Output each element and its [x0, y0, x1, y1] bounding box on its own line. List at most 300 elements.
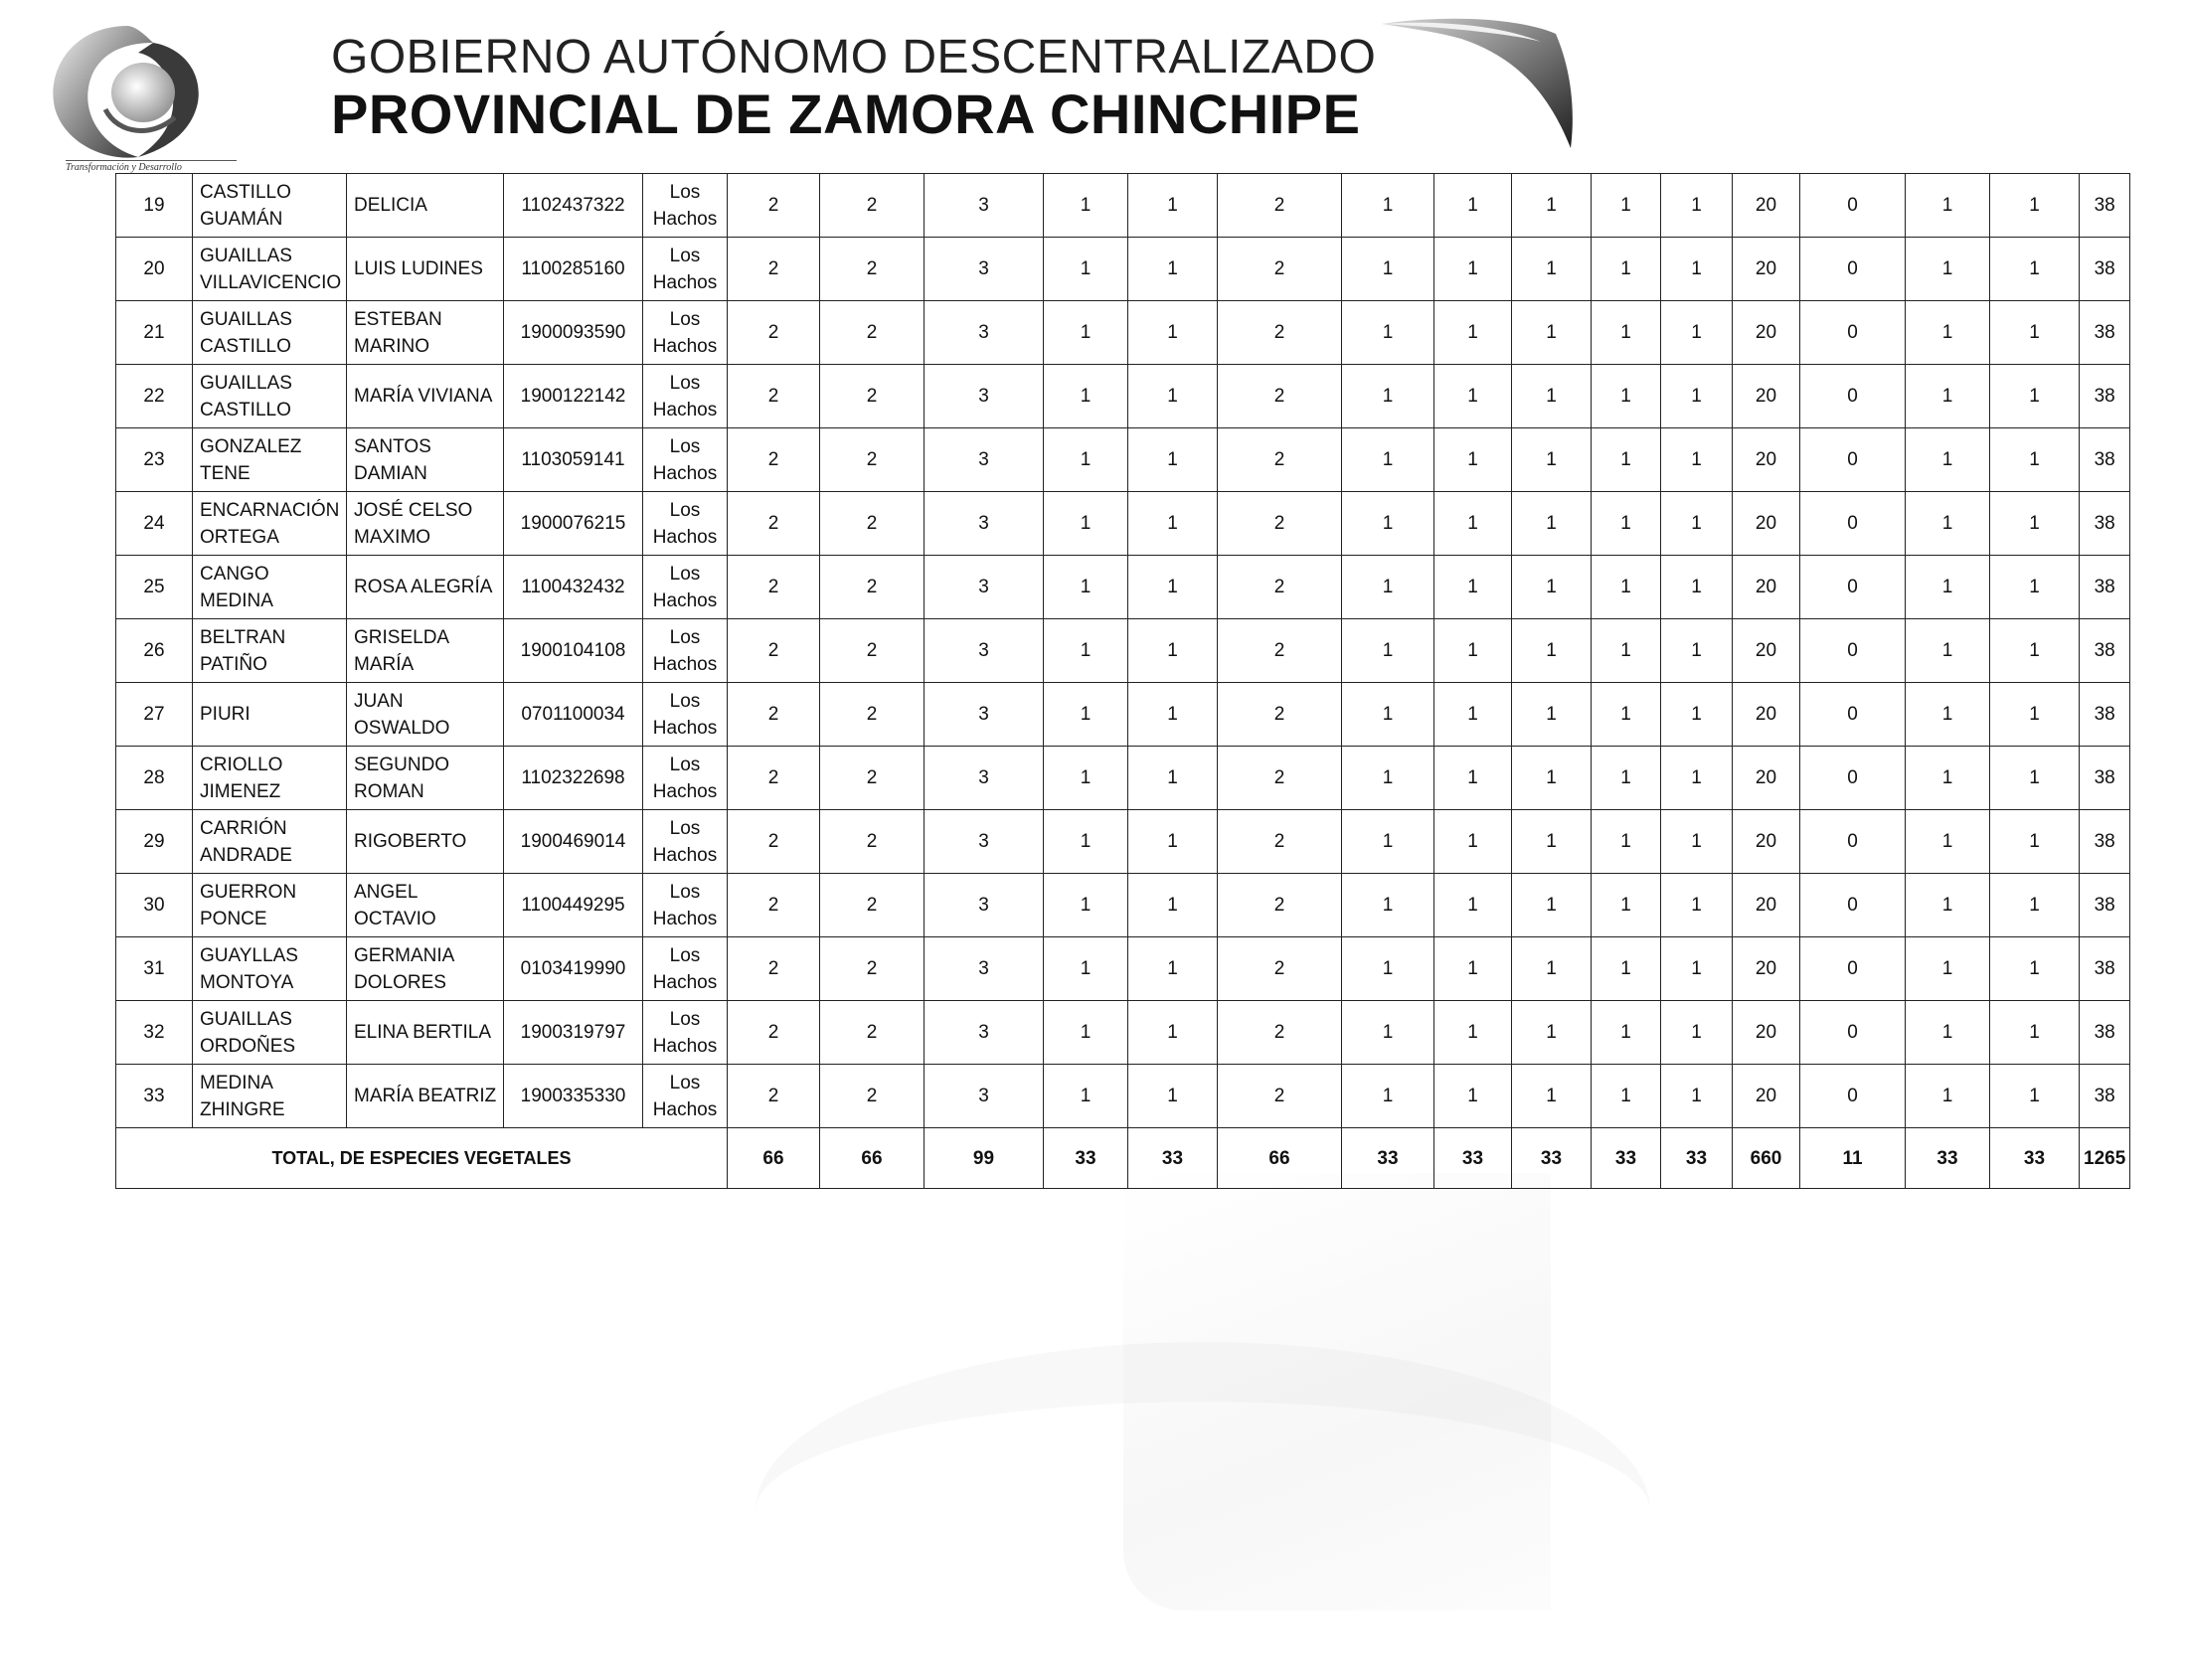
species-count-cell: 1	[1592, 619, 1661, 683]
species-count-cell: 3	[925, 810, 1044, 874]
species-count-cell: 1	[1128, 428, 1218, 492]
species-count-cell: 38	[2080, 301, 2130, 365]
species-count-cell: 1	[1512, 365, 1592, 428]
species-count-cell: 1	[1342, 556, 1434, 619]
sector-cell: Los Hachos	[643, 556, 728, 619]
species-count-cell: 1	[1128, 874, 1218, 937]
total-value-cell: 66	[820, 1128, 925, 1189]
table-row	[116, 365, 2130, 428]
species-count-cell: 1	[1128, 1001, 1218, 1065]
species-count-cell: 1	[1990, 747, 2080, 810]
species-count-cell: 1	[1661, 1065, 1733, 1128]
species-count-cell: 0	[1800, 683, 1906, 747]
species-count-cell: 2	[820, 683, 925, 747]
species-count-cell: 1	[1434, 428, 1512, 492]
species-count-cell: 1	[1512, 810, 1592, 874]
species-count-cell: 0	[1800, 556, 1906, 619]
species-count-cell: 1	[1906, 428, 1990, 492]
species-count-cell: 2	[820, 428, 925, 492]
species-count-cell: 1	[1128, 619, 1218, 683]
species-count-cell: 1	[1512, 683, 1592, 747]
species-count-cell: 1	[1044, 874, 1128, 937]
id-number-cell: 1102322698	[504, 747, 643, 810]
surname-cell: CANGO MEDINA	[193, 556, 347, 619]
species-count-cell: 1	[1434, 1065, 1512, 1128]
species-count-cell: 1	[1128, 1065, 1218, 1128]
species-count-cell: 0	[1800, 619, 1906, 683]
species-count-cell: 2	[728, 619, 820, 683]
species-count-cell: 1	[1990, 1065, 2080, 1128]
sector-cell: Los Hachos	[643, 810, 728, 874]
sector-cell: Los Hachos	[643, 619, 728, 683]
row-number-cell: 30	[116, 874, 193, 937]
given-names-cell: ANGEL OCTAVIO	[347, 874, 504, 937]
species-count-cell: 1	[1661, 428, 1733, 492]
species-count-cell: 2	[1218, 301, 1342, 365]
species-count-cell: 1	[1906, 301, 1990, 365]
sector-cell: Los Hachos	[643, 301, 728, 365]
id-number-cell: 1900104108	[504, 619, 643, 683]
species-count-cell: 2	[1218, 1065, 1342, 1128]
sector-cell: Los Hachos	[643, 238, 728, 301]
sector-cell: Los Hachos	[643, 747, 728, 810]
given-names-cell: SANTOS DAMIAN	[347, 428, 504, 492]
species-count-cell: 1	[1434, 301, 1512, 365]
row-number-cell: 21	[116, 301, 193, 365]
species-count-cell: 1	[1044, 556, 1128, 619]
species-count-cell: 38	[2080, 365, 2130, 428]
species-count-cell: 38	[2080, 556, 2130, 619]
species-count-cell: 38	[2080, 238, 2130, 301]
species-count-cell: 0	[1800, 174, 1906, 238]
header-swoosh-graphic	[1382, 14, 1581, 153]
species-count-cell: 2	[820, 365, 925, 428]
species-count-cell: 38	[2080, 747, 2130, 810]
species-count-cell: 1	[1990, 683, 2080, 747]
species-count-cell: 3	[925, 683, 1044, 747]
document-header	[0, 0, 1591, 179]
species-count-cell: 2	[728, 365, 820, 428]
species-count-cell: 1	[1592, 492, 1661, 556]
species-count-cell: 1	[1342, 619, 1434, 683]
total-value-cell: 33	[1342, 1128, 1434, 1189]
species-count-cell: 2	[1218, 365, 1342, 428]
row-number-cell: 33	[116, 1065, 193, 1128]
species-count-cell: 2	[820, 619, 925, 683]
species-count-cell: 3	[925, 238, 1044, 301]
row-number-cell: 32	[116, 1001, 193, 1065]
sector-cell: Los Hachos	[643, 1001, 728, 1065]
species-count-cell: 2	[820, 174, 925, 238]
species-count-cell: 3	[925, 492, 1044, 556]
species-count-cell: 38	[2080, 619, 2130, 683]
species-count-cell: 2	[820, 1001, 925, 1065]
table-row	[116, 301, 2130, 365]
id-number-cell: 1900469014	[504, 810, 643, 874]
given-names-cell: MARÍA VIVIANA	[347, 365, 504, 428]
species-count-cell: 3	[925, 365, 1044, 428]
species-count-cell: 38	[2080, 874, 2130, 937]
species-count-cell: 1	[1512, 1001, 1592, 1065]
species-count-cell: 1	[1592, 810, 1661, 874]
species-count-cell: 1	[1342, 1065, 1434, 1128]
species-count-cell: 1	[1512, 301, 1592, 365]
species-count-cell: 1	[1512, 492, 1592, 556]
species-count-cell: 0	[1800, 428, 1906, 492]
species-count-cell: 1	[1044, 492, 1128, 556]
species-count-cell: 1	[1128, 365, 1218, 428]
given-names-cell: MARÍA BEATRIZ	[347, 1065, 504, 1128]
species-count-cell: 1	[1434, 556, 1512, 619]
surname-cell: GUAILLAS CASTILLO	[193, 365, 347, 428]
species-count-cell: 1	[1906, 937, 1990, 1001]
species-count-cell: 2	[1218, 492, 1342, 556]
species-count-cell: 1	[1592, 937, 1661, 1001]
row-number-cell: 27	[116, 683, 193, 747]
total-value-cell: 66	[728, 1128, 820, 1189]
species-count-cell: 1	[1342, 238, 1434, 301]
species-count-cell: 38	[2080, 683, 2130, 747]
id-number-cell: 1100285160	[504, 238, 643, 301]
table-body	[116, 174, 2130, 1189]
logo-tagline: Transformación y Desarrollo	[66, 162, 182, 173]
total-value-cell: 33	[1906, 1128, 1990, 1189]
id-number-cell: 1900093590	[504, 301, 643, 365]
species-count-cell: 1	[1906, 747, 1990, 810]
species-count-cell: 3	[925, 619, 1044, 683]
gad-logo	[44, 18, 213, 167]
species-count-cell: 3	[925, 937, 1044, 1001]
species-count-cell: 1	[1342, 301, 1434, 365]
species-count-cell: 1	[1434, 683, 1512, 747]
table-row	[116, 174, 2130, 238]
table-row	[116, 428, 2130, 492]
species-count-cell: 1	[1434, 937, 1512, 1001]
species-count-cell: 2	[1218, 174, 1342, 238]
row-number-cell: 19	[116, 174, 193, 238]
species-count-cell: 1	[1990, 874, 2080, 937]
given-names-cell: JUAN OSWALDO	[347, 683, 504, 747]
species-count-cell: 1	[1906, 174, 1990, 238]
species-count-cell: 1	[1044, 174, 1128, 238]
species-count-cell: 1	[1661, 683, 1733, 747]
species-count-cell: 1	[1512, 174, 1592, 238]
species-count-cell: 1	[1434, 1001, 1512, 1065]
species-count-cell: 1	[1592, 238, 1661, 301]
species-count-cell: 2	[1218, 1001, 1342, 1065]
species-count-cell: 1	[1128, 747, 1218, 810]
species-count-cell: 1	[1044, 365, 1128, 428]
species-count-cell: 1	[1990, 301, 2080, 365]
species-count-cell: 1	[1990, 810, 2080, 874]
species-count-cell: 20	[1733, 937, 1800, 1001]
species-count-cell: 2	[820, 747, 925, 810]
surname-cell: CRIOLLO JIMENEZ	[193, 747, 347, 810]
species-count-cell: 1	[1434, 619, 1512, 683]
species-count-cell: 2	[820, 874, 925, 937]
species-count-cell: 1	[1592, 874, 1661, 937]
species-count-cell: 1	[1512, 937, 1592, 1001]
table-row	[116, 874, 2130, 937]
species-count-cell: 2	[1218, 810, 1342, 874]
species-count-cell: 2	[1218, 619, 1342, 683]
species-count-cell: 20	[1733, 492, 1800, 556]
species-count-cell: 1	[1661, 365, 1733, 428]
species-count-cell: 2	[728, 301, 820, 365]
surname-cell: GUERRON PONCE	[193, 874, 347, 937]
table-row	[116, 619, 2130, 683]
species-count-cell: 0	[1800, 301, 1906, 365]
total-value-cell: 11	[1800, 1128, 1906, 1189]
total-value-cell: 33	[1434, 1128, 1512, 1189]
species-count-cell: 1	[1342, 1001, 1434, 1065]
species-count-cell: 2	[728, 556, 820, 619]
species-count-cell: 1	[1434, 874, 1512, 937]
species-count-cell: 2	[820, 937, 925, 1001]
species-count-cell: 1	[1990, 428, 2080, 492]
species-count-cell: 20	[1733, 747, 1800, 810]
species-count-cell: 2	[820, 556, 925, 619]
species-count-cell: 1	[1128, 937, 1218, 1001]
species-count-cell: 1	[1661, 492, 1733, 556]
species-count-cell: 1	[1990, 174, 2080, 238]
species-count-cell: 1	[1342, 492, 1434, 556]
species-count-cell: 1	[1434, 365, 1512, 428]
species-count-cell: 20	[1733, 810, 1800, 874]
background-watermark-arc	[756, 1342, 1650, 1680]
species-count-cell: 1	[1990, 556, 2080, 619]
species-count-cell: 20	[1733, 1065, 1800, 1128]
species-count-cell: 1	[1906, 238, 1990, 301]
species-count-cell: 3	[925, 1065, 1044, 1128]
species-count-cell: 1	[1906, 619, 1990, 683]
given-names-cell: LUIS LUDINES	[347, 238, 504, 301]
sector-cell: Los Hachos	[643, 365, 728, 428]
species-count-cell: 1	[1990, 238, 2080, 301]
id-number-cell: 1900076215	[504, 492, 643, 556]
species-count-cell: 1	[1512, 1065, 1592, 1128]
surname-cell: GONZALEZ TENE	[193, 428, 347, 492]
species-count-cell: 1	[1044, 810, 1128, 874]
table-row	[116, 1001, 2130, 1065]
surname-cell: PIURI	[193, 683, 347, 747]
total-value-cell: 33	[1128, 1128, 1218, 1189]
species-count-cell: 1	[1128, 810, 1218, 874]
species-count-cell: 1	[1342, 747, 1434, 810]
species-count-cell: 1	[1661, 747, 1733, 810]
surname-cell: BELTRAN PATIÑO	[193, 619, 347, 683]
species-count-cell: 2	[1218, 937, 1342, 1001]
species-count-cell: 3	[925, 1001, 1044, 1065]
species-count-cell: 2	[728, 492, 820, 556]
species-count-cell: 1	[1512, 238, 1592, 301]
sector-cell: Los Hachos	[643, 428, 728, 492]
species-count-cell: 1	[1044, 428, 1128, 492]
table-row	[116, 238, 2130, 301]
given-names-cell: ELINA BERTILA	[347, 1001, 504, 1065]
species-count-cell: 1	[1044, 301, 1128, 365]
species-count-cell: 20	[1733, 619, 1800, 683]
species-count-cell: 1	[1990, 492, 2080, 556]
given-names-cell: DELICIA	[347, 174, 504, 238]
species-count-cell: 0	[1800, 238, 1906, 301]
species-count-cell: 1	[1592, 174, 1661, 238]
surname-cell: GUAYLLAS MONTOYA	[193, 937, 347, 1001]
surname-cell: CARRIÓN ANDRADE	[193, 810, 347, 874]
table-row	[116, 747, 2130, 810]
species-count-cell: 3	[925, 301, 1044, 365]
header-title-line1: GOBIERNO AUTÓNOMO DESCENTRALIZADO	[331, 31, 1377, 84]
total-value-cell: 66	[1218, 1128, 1342, 1189]
species-count-cell: 0	[1800, 937, 1906, 1001]
species-count-cell: 2	[820, 1065, 925, 1128]
species-count-cell: 1	[1128, 683, 1218, 747]
table-row	[116, 556, 2130, 619]
species-count-cell: 2	[728, 937, 820, 1001]
row-number-cell: 20	[116, 238, 193, 301]
species-count-cell: 3	[925, 747, 1044, 810]
total-value-cell: 33	[1044, 1128, 1128, 1189]
species-count-cell: 1	[1512, 556, 1592, 619]
total-value-cell: 33	[1661, 1128, 1733, 1189]
table-row	[116, 810, 2130, 874]
species-count-cell: 2	[1218, 556, 1342, 619]
id-number-cell: 1103059141	[504, 428, 643, 492]
species-count-cell: 1	[1661, 556, 1733, 619]
species-count-cell: 1	[1906, 1065, 1990, 1128]
sector-cell: Los Hachos	[643, 492, 728, 556]
species-count-cell: 1	[1128, 492, 1218, 556]
sector-cell: Los Hachos	[643, 174, 728, 238]
species-count-cell: 1	[1044, 747, 1128, 810]
given-names-cell: ROSA ALEGRÍA	[347, 556, 504, 619]
total-value-cell: 99	[925, 1128, 1044, 1189]
species-count-cell: 1	[1661, 619, 1733, 683]
surname-cell: MEDINA ZHINGRE	[193, 1065, 347, 1128]
species-count-cell: 1	[1342, 683, 1434, 747]
species-count-cell: 1	[1044, 619, 1128, 683]
species-count-cell: 2	[728, 810, 820, 874]
species-count-cell: 1	[1661, 1001, 1733, 1065]
surname-cell: ENCARNACIÓN ORTEGA	[193, 492, 347, 556]
species-count-cell: 1	[1512, 747, 1592, 810]
species-count-cell: 1	[1044, 683, 1128, 747]
species-count-cell: 1	[1128, 556, 1218, 619]
species-count-cell: 1	[1044, 937, 1128, 1001]
row-number-cell: 29	[116, 810, 193, 874]
species-count-cell: 1	[1906, 365, 1990, 428]
species-count-cell: 1	[1128, 301, 1218, 365]
species-count-cell: 2	[728, 747, 820, 810]
species-count-cell: 1	[1592, 556, 1661, 619]
species-count-cell: 3	[925, 174, 1044, 238]
id-number-cell: 1900335330	[504, 1065, 643, 1128]
species-count-cell: 1	[1592, 1065, 1661, 1128]
header-title-line2: PROVINCIAL DE ZAMORA CHINCHIPE	[331, 83, 1361, 145]
sector-cell: Los Hachos	[643, 1065, 728, 1128]
species-count-cell: 38	[2080, 174, 2130, 238]
species-count-cell: 2	[1218, 747, 1342, 810]
row-number-cell: 31	[116, 937, 193, 1001]
species-count-cell: 1	[1661, 937, 1733, 1001]
species-count-cell: 20	[1733, 556, 1800, 619]
id-number-cell: 1100432432	[504, 556, 643, 619]
species-count-cell: 20	[1733, 238, 1800, 301]
given-names-cell: ESTEBAN MARINO	[347, 301, 504, 365]
id-number-cell: 0103419990	[504, 937, 643, 1001]
id-number-cell: 1900122142	[504, 365, 643, 428]
species-count-cell: 1	[1342, 174, 1434, 238]
surname-cell: GUAILLAS CASTILLO	[193, 301, 347, 365]
species-count-cell: 2	[728, 1001, 820, 1065]
species-count-cell: 3	[925, 428, 1044, 492]
species-count-cell: 1	[1434, 174, 1512, 238]
given-names-cell: SEGUNDO ROMAN	[347, 747, 504, 810]
species-count-cell: 0	[1800, 1065, 1906, 1128]
species-count-cell: 1	[1990, 937, 2080, 1001]
sector-cell: Los Hachos	[643, 874, 728, 937]
total-value-cell: 33	[1512, 1128, 1592, 1189]
species-count-cell: 20	[1733, 174, 1800, 238]
row-number-cell: 23	[116, 428, 193, 492]
species-count-cell: 38	[2080, 1001, 2130, 1065]
species-count-cell: 0	[1800, 874, 1906, 937]
species-count-cell: 1	[1342, 365, 1434, 428]
total-value-cell: 33	[1592, 1128, 1661, 1189]
species-count-cell: 0	[1800, 810, 1906, 874]
species-count-cell: 1	[1661, 238, 1733, 301]
species-count-cell: 38	[2080, 428, 2130, 492]
species-count-cell: 1	[1434, 810, 1512, 874]
species-count-cell: 3	[925, 556, 1044, 619]
species-count-cell: 20	[1733, 428, 1800, 492]
species-count-cell: 1	[1434, 747, 1512, 810]
species-count-cell: 1	[1906, 683, 1990, 747]
id-number-cell: 1100449295	[504, 874, 643, 937]
species-count-cell: 1	[1990, 1001, 2080, 1065]
species-count-cell: 2	[820, 810, 925, 874]
species-count-cell: 1	[1661, 874, 1733, 937]
sector-cell: Los Hachos	[643, 683, 728, 747]
surname-cell: GUAILLAS VILLAVICENCIO	[193, 238, 347, 301]
species-count-cell: 1	[1990, 619, 2080, 683]
species-count-cell: 1	[1434, 492, 1512, 556]
species-count-cell: 1	[1342, 428, 1434, 492]
species-count-cell: 2	[1218, 428, 1342, 492]
species-count-cell: 1	[1906, 810, 1990, 874]
species-count-cell: 1	[1342, 937, 1434, 1001]
species-count-cell: 1	[1512, 619, 1592, 683]
total-label: TOTAL, DE ESPECIES VEGETALES	[116, 1128, 728, 1189]
species-count-cell: 1	[1342, 810, 1434, 874]
species-count-cell: 1	[1128, 174, 1218, 238]
species-count-cell: 2	[1218, 874, 1342, 937]
species-table	[115, 173, 2130, 1189]
species-count-cell: 38	[2080, 492, 2130, 556]
species-count-cell: 1	[1592, 428, 1661, 492]
logo-underline	[66, 160, 237, 161]
species-count-cell: 2	[728, 683, 820, 747]
species-count-cell: 2	[820, 301, 925, 365]
table-row	[116, 937, 2130, 1001]
species-count-cell: 38	[2080, 810, 2130, 874]
species-count-cell: 3	[925, 874, 1044, 937]
given-names-cell: GRISELDA MARÍA	[347, 619, 504, 683]
given-names-cell: RIGOBERTO	[347, 810, 504, 874]
species-count-cell: 1	[1661, 810, 1733, 874]
species-count-cell: 1	[1661, 301, 1733, 365]
species-count-cell: 0	[1800, 492, 1906, 556]
